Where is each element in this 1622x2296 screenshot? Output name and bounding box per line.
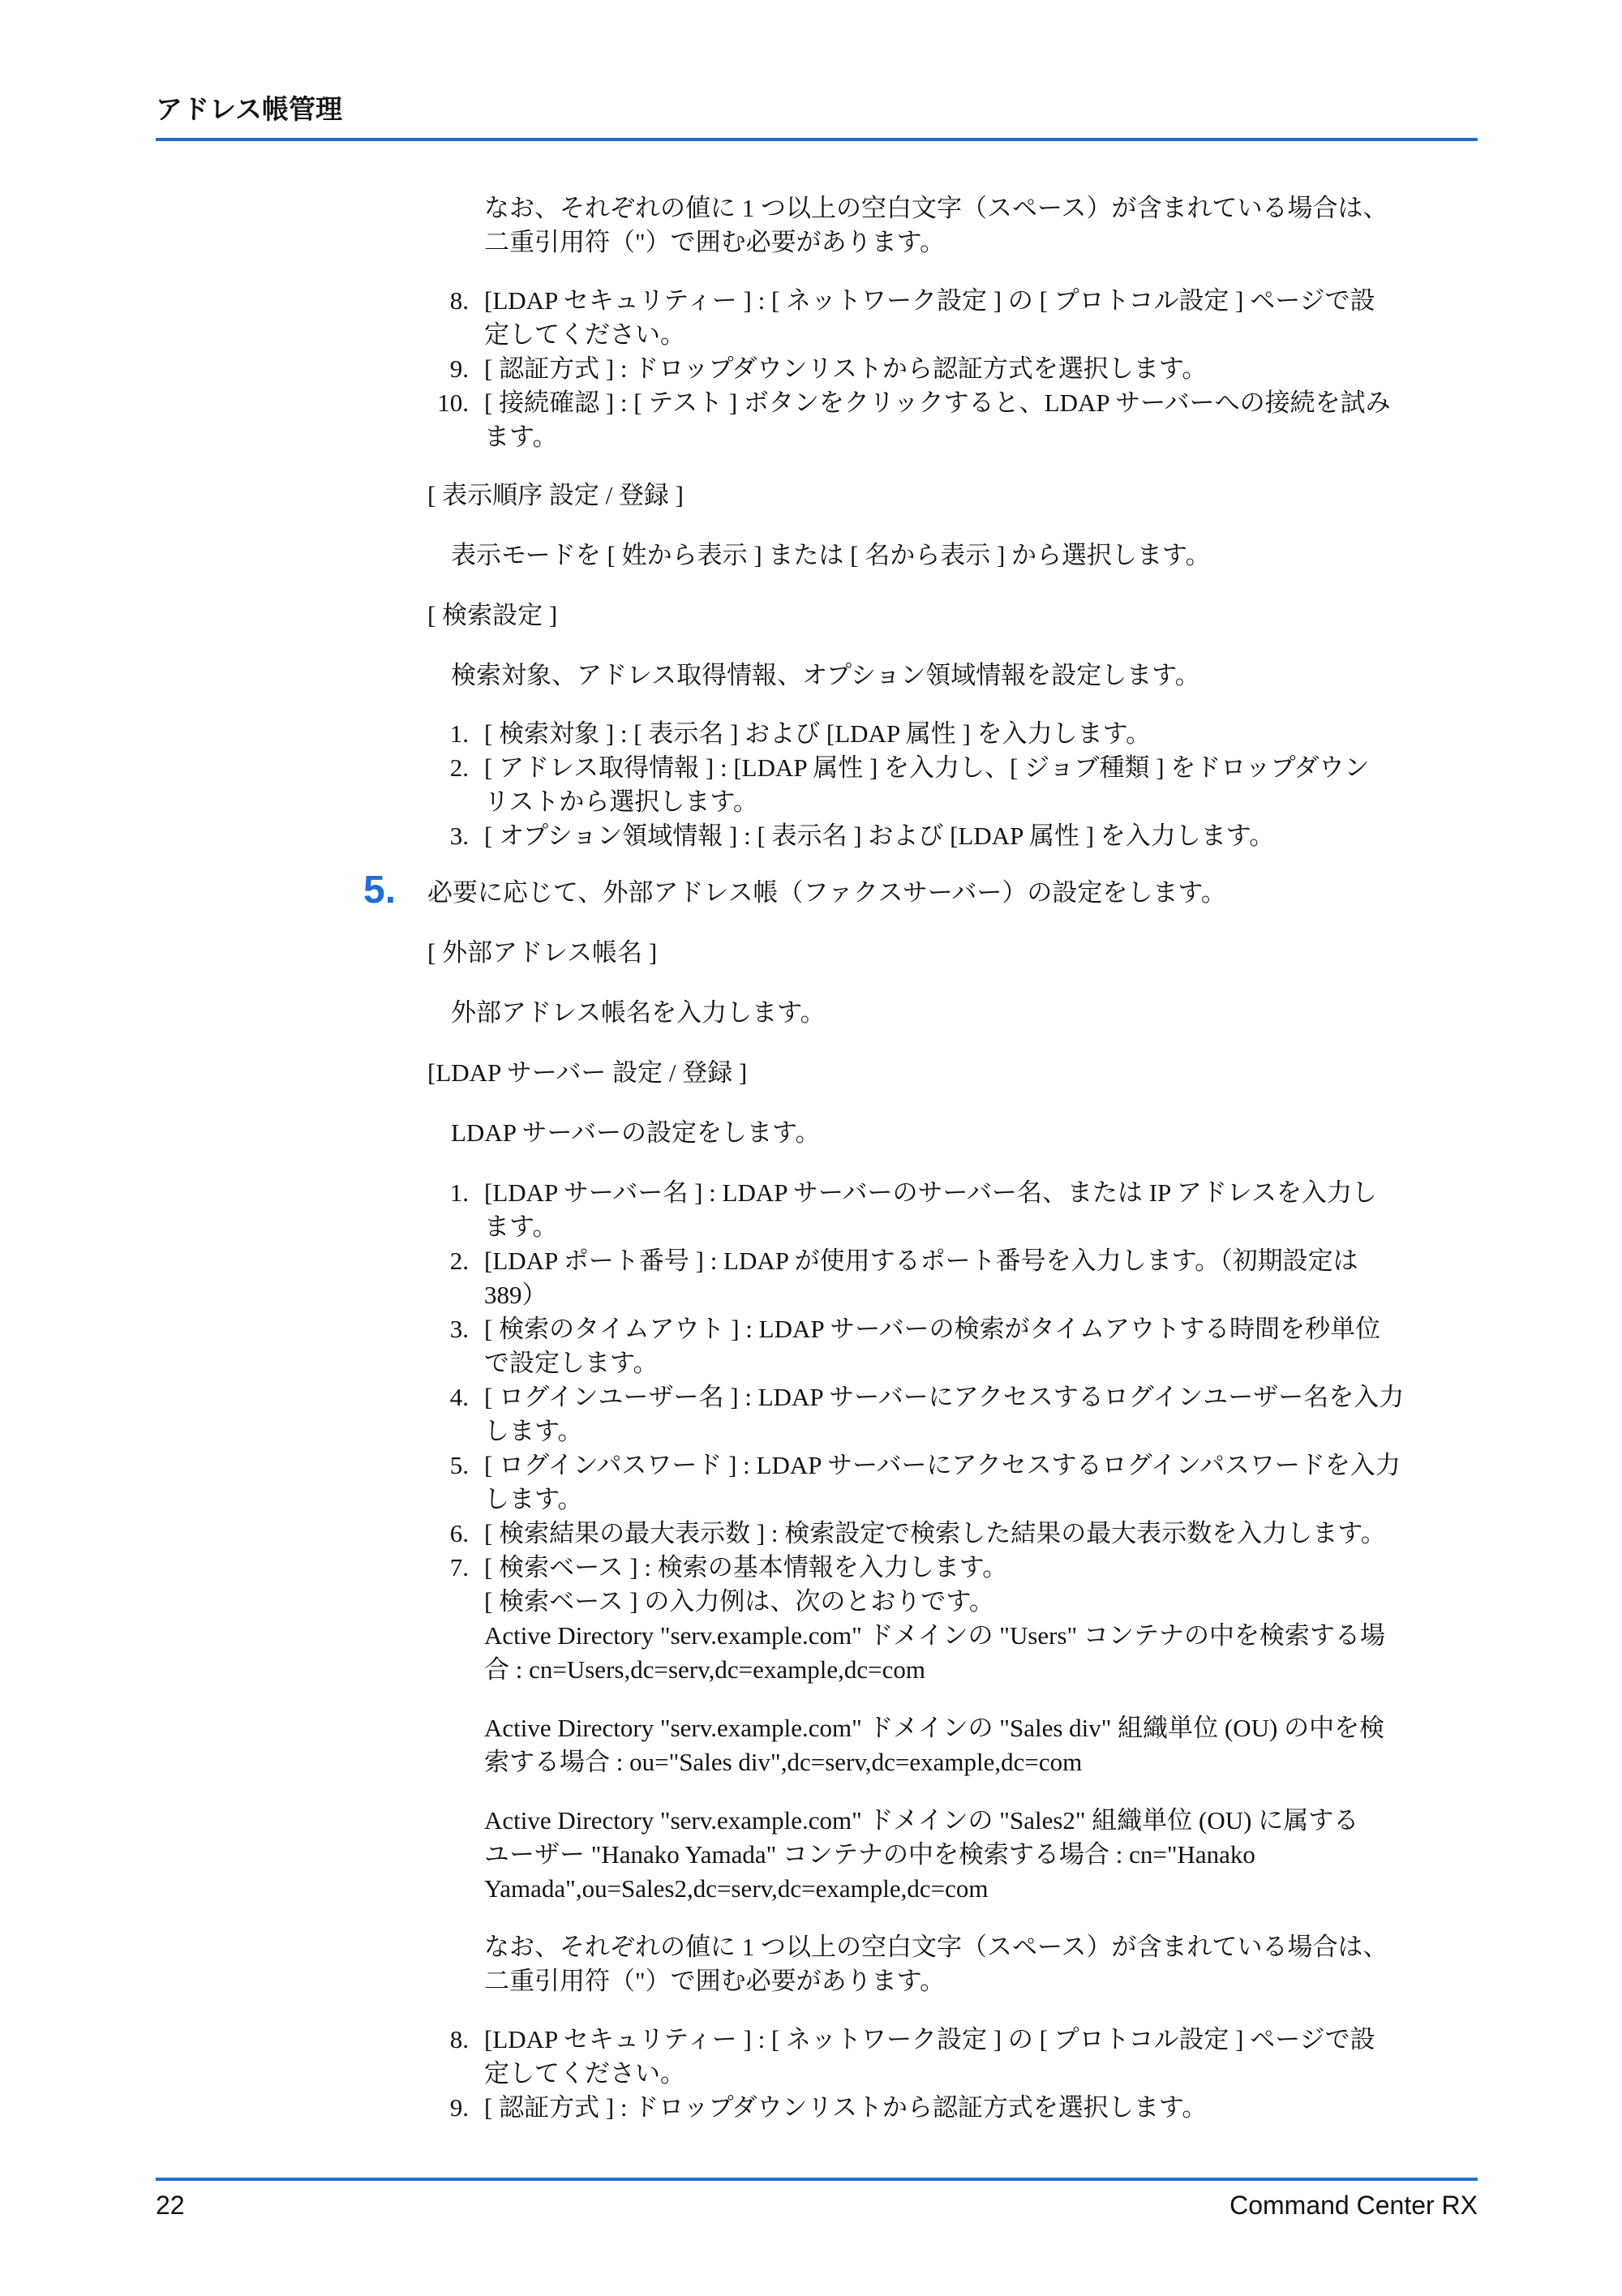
list-item-cont: 定してください。 [484,2059,685,2088]
section-heading: [ 表示順序 設定 / 登録 ] [427,481,684,509]
list-number: 1. [449,1178,469,1207]
example-text: Active Directory "serv.example.com" ドメインの "Users" コンテナの中を検索する場 [484,1621,1385,1650]
list-number: 8. [449,2025,469,2054]
list-item-cont: します。 [484,1485,583,1513]
list-item: [ 認証方式 ] : ドロップダウンリストから認証方式を選択します。 [484,354,1208,383]
body-text: 検索対象、アドレス取得情報、オプション領域情報を設定します。 [451,661,1200,689]
step-number: 5. [363,869,397,912]
list-number: 3. [449,822,469,850]
page-number: 22 [156,2191,185,2220]
example-text: Active Directory "serv.example.com" ドメインの "Sales div" 組織単位 (OU) の中を検 [484,1714,1385,1742]
list-number: 8. [449,286,469,315]
list-item: [ 検索ベース ] : 検索の基本情報を入力します。 [484,1553,1008,1581]
list-number: 6. [449,1519,469,1547]
product-name: Command Center RX [1229,2191,1478,2220]
list-number: 5. [449,1451,469,1479]
list-number: 9. [449,2093,469,2122]
list-item-cont: [ 検索ベース ] の入力例は、次のとおりです。 [484,1587,994,1616]
list-item-cont: 定してください。 [484,320,685,349]
header-rule [156,138,1478,141]
body-text: LDAP サーバーの設定をします。 [451,1118,821,1147]
list-item: [ 認証方式 ] : ドロップダウンリストから認証方式を選択します。 [484,2093,1208,2122]
list-item-cont: します。 [484,1417,583,1445]
body-text: なお、それぞれの値に 1 つ以上の空白文字（スペース）が含まれている場合は、 [484,194,1388,222]
list-item-cont: ます。 [484,423,558,451]
list-item: [ 検索対象 ] : [ 表示名 ] および [LDAP 属性 ] を入力します。 [484,719,1152,748]
list-item-cont: 389） [484,1281,547,1309]
footer-rule [156,2178,1478,2181]
body-text: 表示モードを [ 姓から表示 ] または [ 名から表示 ] から選択します。 [451,541,1211,569]
list-item: [LDAP セキュリティー ] : [ ネットワーク設定 ] の [ プロトコル設定 ] ページで設 [484,286,1375,315]
list-item: [ ログインパスワード ] : LDAP サーバーにアクセスするログインパスワードを入力 [484,1451,1401,1479]
list-item-cont: で設定します。 [484,1349,659,1377]
list-item: [ オプション領域情報 ] : [ 表示名 ] および [LDAP 属性 ] を入力します。 [484,822,1275,850]
list-item: [ ログインユーザー名 ] : LDAP サーバーにアクセスするログインユーザー名を入力 [484,1383,1405,1411]
example-text: Yamada",ou=Sales2,dc=serv,dc=example,dc=com [484,1874,989,1903]
list-number: 1. [449,719,469,748]
list-number: 4. [449,1383,469,1411]
list-item: [ アドレス取得情報 ] : [LDAP 属性 ] を入力し、[ ジョブ種類 ] をドロップダウン [484,753,1370,782]
list-item-cont: ます。 [484,1212,558,1241]
example-text: Active Directory "serv.example.com" ドメインの "Sales2" 組織単位 (OU) に属する [484,1806,1359,1835]
list-item: [LDAP ポート番号 ] : LDAP が使用するポート番号を入力します。（初期設定は [484,1247,1358,1275]
page-header-title: アドレス帳管理 [156,94,343,124]
example-text: ユーザー "Hanako Yamada" コンテナの中を検索する場合 : cn="Hanako [484,1840,1255,1869]
body-text: 外部アドレス帳名を入力します。 [451,998,826,1027]
list-number: 9. [449,354,469,383]
list-number: 7. [449,1553,469,1581]
list-number: 2. [449,1247,469,1275]
section-heading: [ 外部アドレス帳名 ] [427,938,658,967]
body-text: 二重引用符（"）で囲む必要があります。 [484,1967,946,1995]
list-item-cont: リストから選択します。 [484,788,758,816]
list-item: [LDAP セキュリティー ] : [ ネットワーク設定 ] の [ プロトコル設定 ] ページで設 [484,2025,1375,2054]
list-number: 3. [449,1315,469,1343]
list-item: [ 接続確認 ] : [ テスト ] ボタンをクリックすると、LDAP サーバーへの接続を試み [484,388,1391,417]
section-heading: [LDAP サーバー 設定 / 登録 ] [427,1058,748,1087]
body-text: なお、それぞれの値に 1 つ以上の空白文字（スペース）が含まれている場合は、 [484,1933,1388,1961]
step-text: 必要に応じて、外部アドレス帳（ファクスサーバー）の設定をします。 [427,878,1226,907]
list-number: 10. [437,388,469,417]
list-number: 2. [449,753,469,782]
example-text: 索する場合 : ou="Sales div",dc=serv,dc=example,dc=com [484,1748,1083,1776]
list-item: [ 検索のタイムアウト ] : LDAP サーバーの検索がタイムアウトする時間を秒単位 [484,1315,1381,1343]
body-text: 二重引用符（"）で囲む必要があります。 [484,228,946,256]
list-item: [ 検索結果の最大表示数 ] : 検索設定で検索した結果の最大表示数を入力します。 [484,1519,1386,1547]
list-item: [LDAP サーバー名 ] : LDAP サーバーのサーバー名、または IP アドレスを入力し [484,1178,1377,1207]
section-heading: [ 検索設定 ] [427,601,558,629]
example-text: 合 : cn=Users,dc=serv,dc=example,dc=com [484,1655,925,1684]
